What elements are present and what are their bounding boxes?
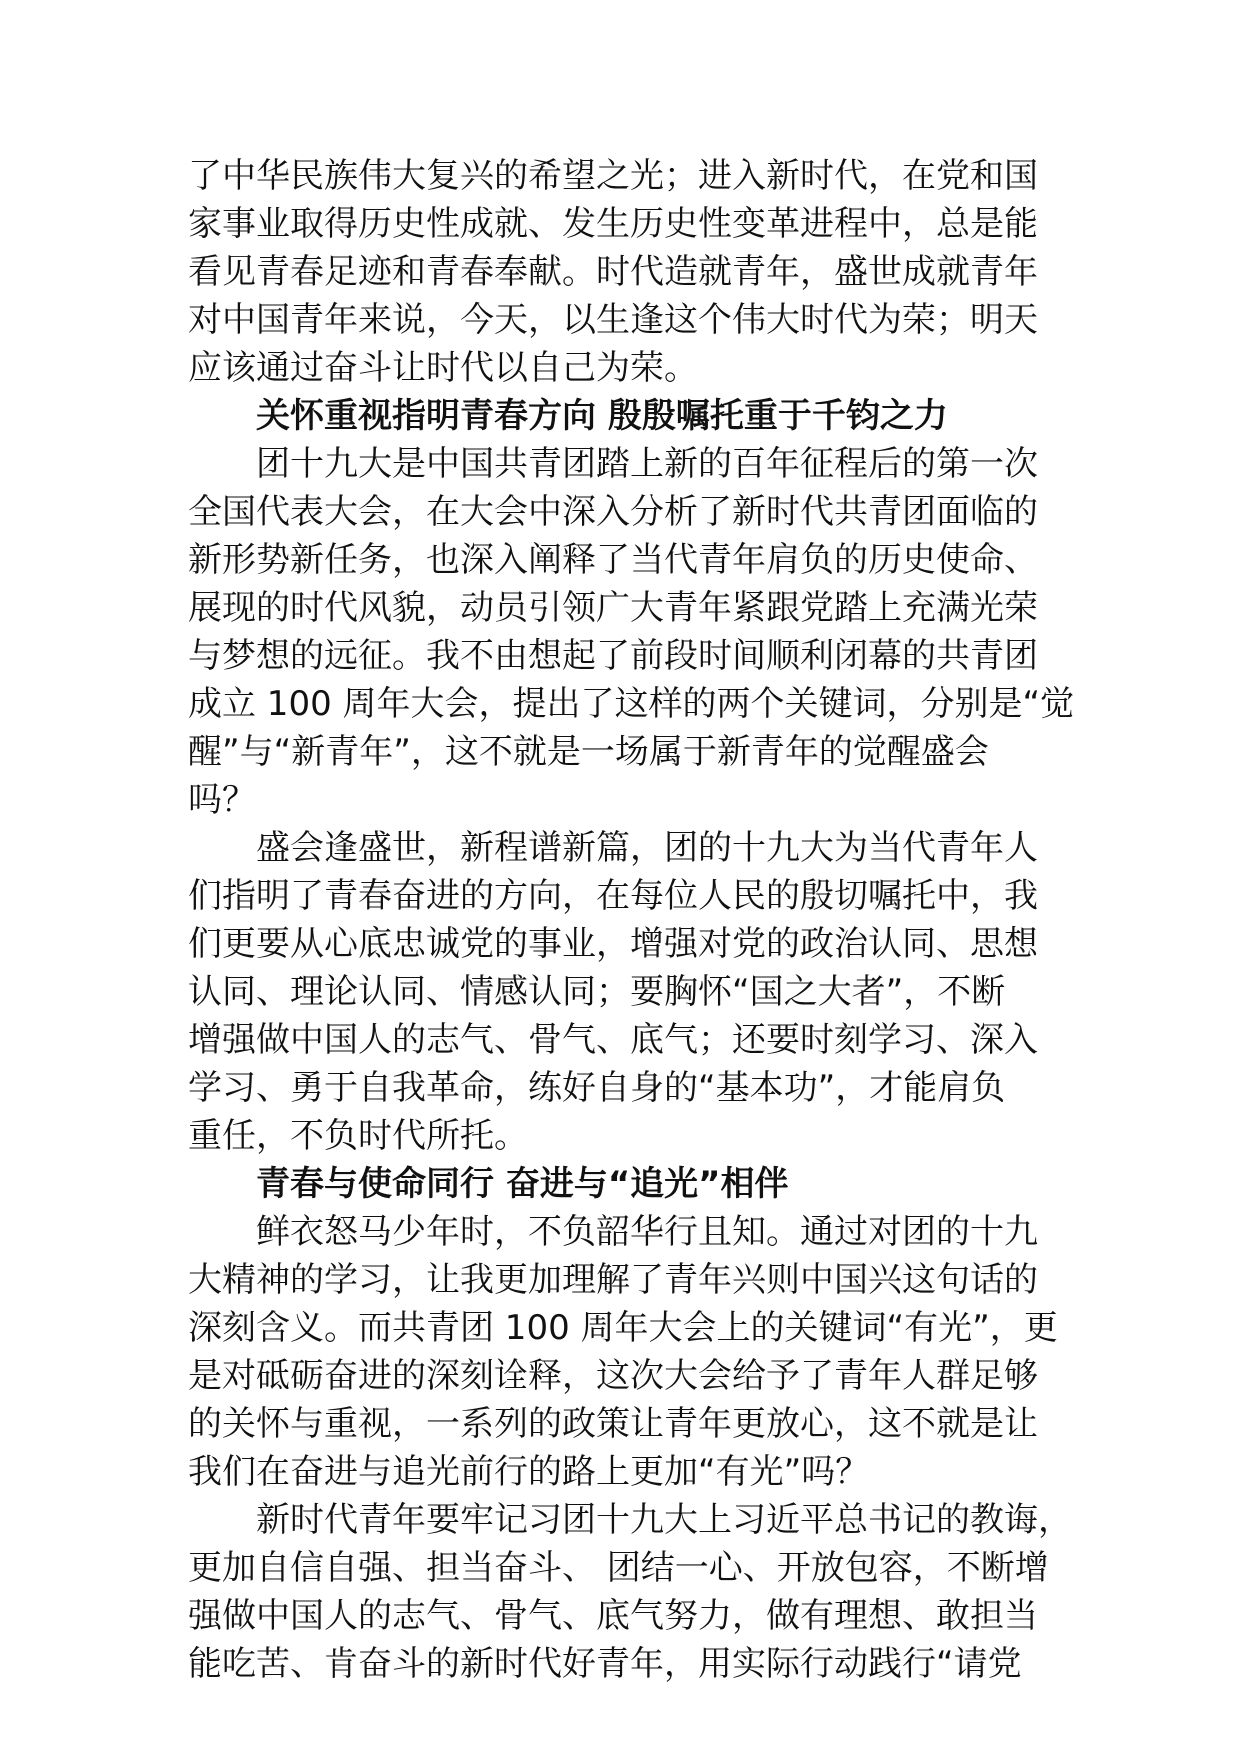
text-line: 们指明了青春奋进的方向，在每位人民的殷切嘱托中，我 [188, 876, 1038, 916]
text-line: 看见青春足迹和青春奉献。时代造就青年，盛世成就青年 [188, 252, 1038, 292]
paragraph-first-line: 团十九大是中国共青团踏上新的百年征程后的第一次 [256, 444, 1038, 484]
text-line: 展现的时代风貌，动员引领广大青年紧跟党踏上充满光荣 [188, 588, 1038, 628]
paragraph-first-line: 盛会逢盛世，新程谱新篇，团的十九大为当代青年人 [256, 828, 1038, 868]
text-line: 家事业取得历史性成就、发生历史性变革进程中，总是能 [188, 204, 1038, 244]
text-line: 成立 100 周年大会，提出了这样的两个关键词，分别是“觉 [188, 684, 1075, 724]
text-line: 增强做中国人的志气、骨气、底气；还要时刻学习、深入 [188, 1020, 1038, 1060]
text-line: 是对砥砺奋进的深刻诠释，这次大会给予了青年人群足够 [188, 1356, 1038, 1396]
text-line: 应该通过奋斗让时代以自己为荣。 [188, 348, 698, 388]
section-heading: 关怀重视指明青春方向 殷殷嘱托重于千钧之力 [256, 396, 948, 436]
text-line: 醒”与“新青年”，这不就是一场属于新青年的觉醒盛会 [188, 732, 989, 772]
text-line: 能吃苦、肯奋斗的新时代好青年，用实际行动践行“请党 [188, 1644, 1022, 1684]
text-line: 吗？ [188, 780, 256, 820]
text-line: 对中国青年来说，今天，以生逢这个伟大时代为荣；明天 [188, 300, 1038, 340]
paragraph-first-line: 鲜衣怒马少年时，不负韶华行且知。通过对团的十九 [256, 1212, 1038, 1252]
text-line: 全国代表大会，在大会中深入分析了新时代共青团面临的 [188, 492, 1038, 532]
text-line: 新形势新任务，也深入阐释了当代青年肩负的历史使命、 [188, 540, 1038, 580]
text-line: 学习、勇于自我革命，练好自身的“基本功”，才能肩负 [188, 1068, 1006, 1108]
text-line: 认同、理论认同、情感认同；要胸怀“国之大者”，不断 [188, 972, 1006, 1012]
text-line: 的关怀与重视，一系列的政策让青年更放心，这不就是让 [188, 1404, 1038, 1444]
text-line: 与梦想的远征。我不由想起了前段时间顺利闭幕的共青团 [188, 636, 1038, 676]
document-body [188, 152, 1108, 1688]
text-line: 更加自信自强、担当奋斗、 团结一心、开放包容，不断增 [188, 1548, 1049, 1588]
section-heading: 青春与使命同行 奋进与“追光”相伴 [256, 1164, 789, 1204]
text-line: 强做中国人的志气、骨气、底气努力，做有理想、敢担当 [188, 1596, 1038, 1636]
text-line: 大精神的学习，让我更加理解了青年兴则中国兴这句话的 [188, 1260, 1038, 1300]
text-line: 深刻含义。而共青团 100 周年大会上的关键词“有光”，更 [188, 1308, 1058, 1348]
text-line: 了中华民族伟大复兴的希望之光；进入新时代，在党和国 [188, 156, 1038, 196]
text-line: 重任，不负时代所托。 [188, 1116, 528, 1156]
text-line: 我们在奋进与追光前行的路上更加“有光”吗？ [188, 1452, 870, 1492]
paragraph-first-line: 新时代青年要牢记习团十九大上习近平总书记的教诲， [256, 1500, 1072, 1540]
text-line: 们更要从心底忠诚党的事业，增强对党的政治认同、思想 [188, 924, 1038, 964]
